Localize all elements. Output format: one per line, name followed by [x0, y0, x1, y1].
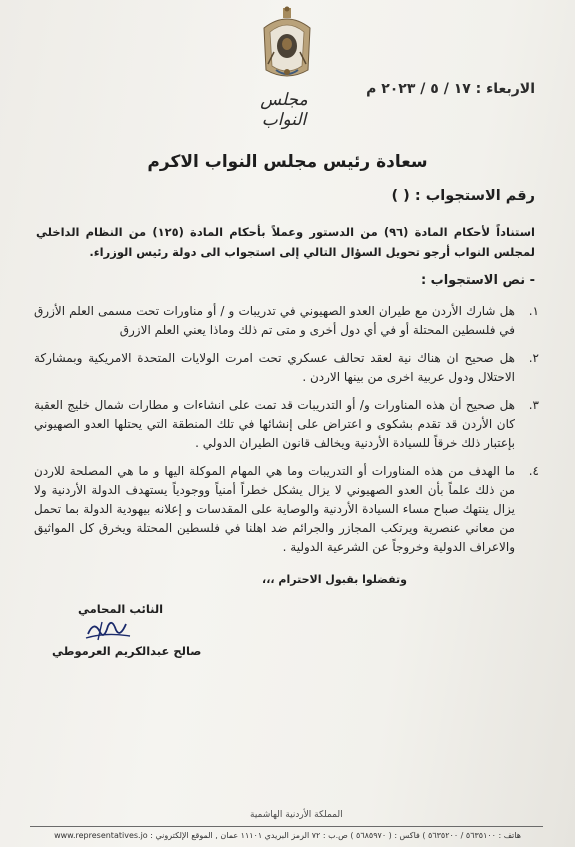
footer-organization: المملكة الأردنية الهاشمية [250, 810, 343, 820]
list-item [34, 462, 539, 557]
date-line: الاربعاء : ١٧ / ٥ / ٢٠٢٣ م [366, 81, 535, 97]
signer-title: النائب المحامي [78, 602, 164, 616]
item-number: ٤. [528, 464, 539, 478]
item-text: هل صحيح أن هذه المناورات و/ أو التدريبات قد تمت على انشاءات و مطارات شمال خليج العقبة كان الأردن قد تقدم بشكوى و اعتراض على إنشائها في تلك المنطقة التي يحتلها العدو الصهيوني بإعتبار ذلك خرقاً للسيادة الأردنية ويخالف قانون الطيران الدولي . [34, 398, 515, 450]
addressee-heading: سعادة رئيس مجلس النواب الاكرم [147, 152, 428, 172]
footer-contact-line: هاتف : ٥٦٣٥١٠٠ / ٥٦٣٥٢٠٠ ) فاكس : ( ٥٦٨٥٩٧٠ ) ص.ب : ٧٢ الرمز البريدي ١١١٠١ عمان , الموقع الإلكتروني : www.representatives.jo [54, 831, 521, 840]
list-item [34, 349, 539, 387]
section-heading: - نص الاستجواب : [420, 273, 535, 288]
list-item [34, 396, 539, 453]
footer-divider [30, 826, 543, 827]
parliament-logo: مجلس النواب [260, 90, 308, 130]
coat-of-arms-icon [256, 6, 318, 84]
item-text: هل شارك الأردن مع طيران العدو الصهيوني في تدريبات و / أو مناورات تحت مسمى العلم الأزرق في فلسطين المحتلة أو في أي دول أخرى و متى تم ذلك وماذا يعني العلم الازرق [34, 304, 515, 337]
closing-line: وتفضلوا بقبول الاحترام ،،، [262, 573, 407, 586]
list-item [34, 302, 539, 340]
handwritten-signature [82, 614, 134, 644]
interpellation-items [34, 302, 539, 566]
item-number: ٣. [528, 398, 539, 412]
item-number: ٢. [528, 351, 539, 365]
interpellation-number: رقم الاستجواب : ( ) [391, 188, 535, 204]
item-number: ١. [528, 304, 539, 318]
preamble-paragraph: استناداً لأحكام المادة (٩٦) من الدستور وعملاً بأحكام المادة (١٢٥) من النظام الداخلي لمجلس النواب أرجو تحويل السؤال التالي إلى استجواب الى دولة رئيس الوزراء. [36, 225, 535, 259]
item-text: ما الهدف من هذه المناورات أو التدريبات وما هي المهام الموكلة اليها و ما هي المصلحة للاردن من ذلك علماً بأن العدو الصهيوني لا يزال يشكل خطراً أمنياً ووجودياً يستهدف الدولة الأردنية ولا يزال ينتهك صباح مساء السيادة الأردنية والوصاية على المقدسات و إعلانه بيهودية الدولة بما تحمل من معاني عنصرية ويرتكب المجازر والجرائم ضد اهلنا في فلسطين المحتلة ويخرق كل المواثيق والاعراف الدولية وخروجاً عن الشرعية الدولية . [34, 464, 515, 554]
item-text: هل صحيح ان هناك نية لعقد تحالف عسكري تحت امرت الولايات المتحدة الامريكية وبمشاركة الاحتلال ودول عربية اخرى من بينها الاردن . [34, 351, 515, 384]
signer-name: صالح عبدالكريم العرموطي [52, 644, 202, 658]
